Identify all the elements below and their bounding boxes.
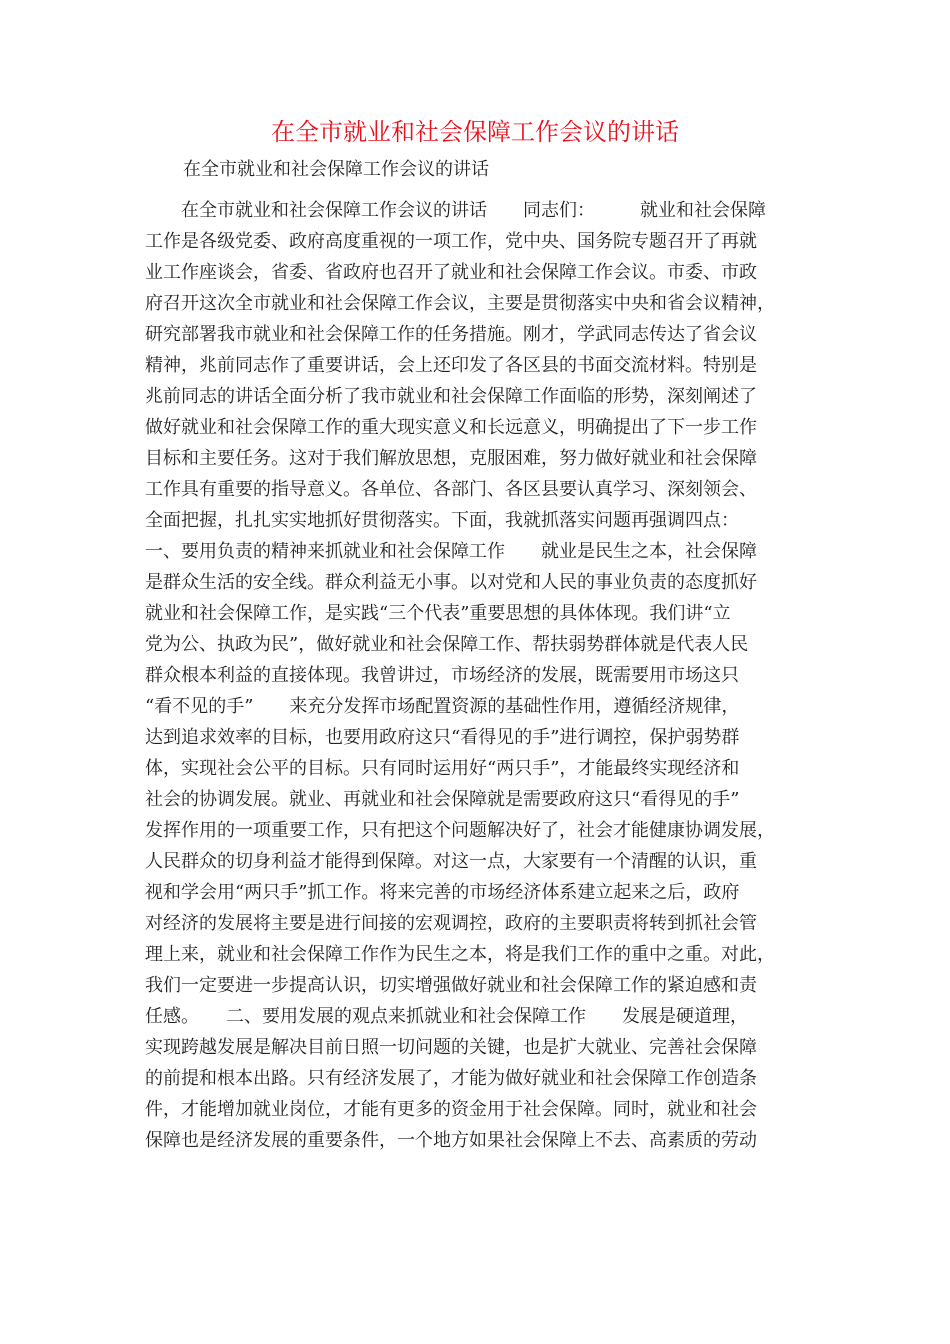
body-line: 兆前同志的讲话全面分析了我市就业和社会保障工作面临的形势，深刻阐述了 — [145, 386, 757, 407]
body-line: 党为公、执政为民”，做好就业和社会保障工作、帮扶弱势群体就是代表人民 — [145, 634, 749, 655]
body-line: 目标和主要任务。这对于我们解放思想，克服困难，努力做好就业和社会保障 — [145, 448, 757, 469]
document-title: 在全市就业和社会保障工作会议的讲话 — [271, 118, 679, 146]
body-line: 业工作座谈会，省委、省政府也召开了就业和社会保障工作会议。市委、市政 — [145, 262, 757, 283]
body-line: 达到追求效率的目标，也要用政府这只“看得见的手”进行调控，保护弱势群 — [145, 727, 740, 748]
body-line: 保障也是经济发展的重要条件，一个地方如果社会保障上不去、高素质的劳动 — [145, 1130, 757, 1151]
body-line: 府召开这次全市就业和社会保障工作会议，主要是贯彻落实中央和省会议精神， — [145, 293, 775, 314]
body-line: 发挥作用的一项重要工作，只有把这个问题解决好了，社会才能健康协调发展， — [145, 820, 775, 841]
body-line: 实现跨越发展是解决目前日照一切问题的关键，也是扩大就业、完善社会保障 — [145, 1037, 757, 1058]
body-line: 社会的协调发展。就业、再就业和社会保障就是需要政府这只“看得见的手” — [145, 789, 740, 810]
body-line: 任感。 二、要用发展的观点来抓就业和社会保障工作 发展是硬道理， — [145, 1006, 748, 1027]
body-line: 精神，兆前同志作了重要讲话，会上还印发了各区县的书面交流材料。特别是 — [145, 355, 757, 376]
document-subtitle: 在全市就业和社会保障工作会议的讲话 — [183, 159, 489, 180]
body-line: 是群众生活的安全线。群众利益无小事。以对党和人民的事业负责的态度抓好 — [145, 572, 757, 593]
body-line: 件，才能增加就业岗位，才能有更多的资金用于社会保障。同时，就业和社会 — [145, 1099, 757, 1120]
body-line: 对经济的发展将主要是进行间接的宏观调控，政府的主要职责将转到抓社会管 — [145, 913, 757, 934]
body-line: 理上来，就业和社会保障工作作为民生之本，将是我们工作的重中之重。对此， — [145, 944, 775, 965]
body-line: 我们一定要进一步提高认识，切实增强做好就业和社会保障工作的紧迫感和责 — [145, 975, 757, 996]
body-line: 视和学会用“两只手”抓工作。将来完善的市场经济体系建立起来之后，政府 — [145, 882, 740, 903]
body-line: 就业和社会保障工作，是实践“三个代表”重要思想的具体体现。我们讲“立 — [145, 603, 731, 624]
body-line: 在全市就业和社会保障工作会议的讲话 同志们： 就业和社会保障 — [145, 200, 766, 221]
body-line: “看不见的手” 来充分发挥市场配置资源的基础性作用，遵循经济规律， — [145, 696, 740, 717]
document-body — [145, 195, 805, 1156]
body-line: 研究部署我市就业和社会保障工作的任务措施。刚才，学武同志传达了省会议 — [145, 324, 757, 345]
body-line: 工作是各级党委、政府高度重视的一项工作，党中央、国务院专题召开了再就 — [145, 231, 757, 252]
body-line: 体，实现社会公平的目标。只有同时运用好“两只手”，才能最终实现经济和 — [145, 758, 740, 779]
body-line: 的前提和根本出路。只有经济发展了，才能为做好就业和社会保障工作创造条 — [145, 1068, 757, 1089]
body-line: 全面把握，扎扎实实地抓好贯彻落实。下面，我就抓落实问题再强调四点： — [145, 510, 739, 531]
body-line: 人民群众的切身利益才能得到保障。对这一点，大家要有一个清醒的认识，重 — [145, 851, 757, 872]
body-line: 一、要用负责的精神来抓就业和社会保障工作 就业是民生之本，社会保障 — [145, 541, 757, 562]
body-line: 做好就业和社会保障工作的重大现实意义和长远意义，明确提出了下一步工作 — [145, 417, 757, 438]
body-line: 工作具有重要的指导意义。各单位、各部门、各区县要认真学习、深刻领会、 — [145, 479, 757, 500]
body-line: 群众根本利益的直接体现。我曾讲过，市场经济的发展，既需要用市场这只 — [145, 665, 739, 686]
